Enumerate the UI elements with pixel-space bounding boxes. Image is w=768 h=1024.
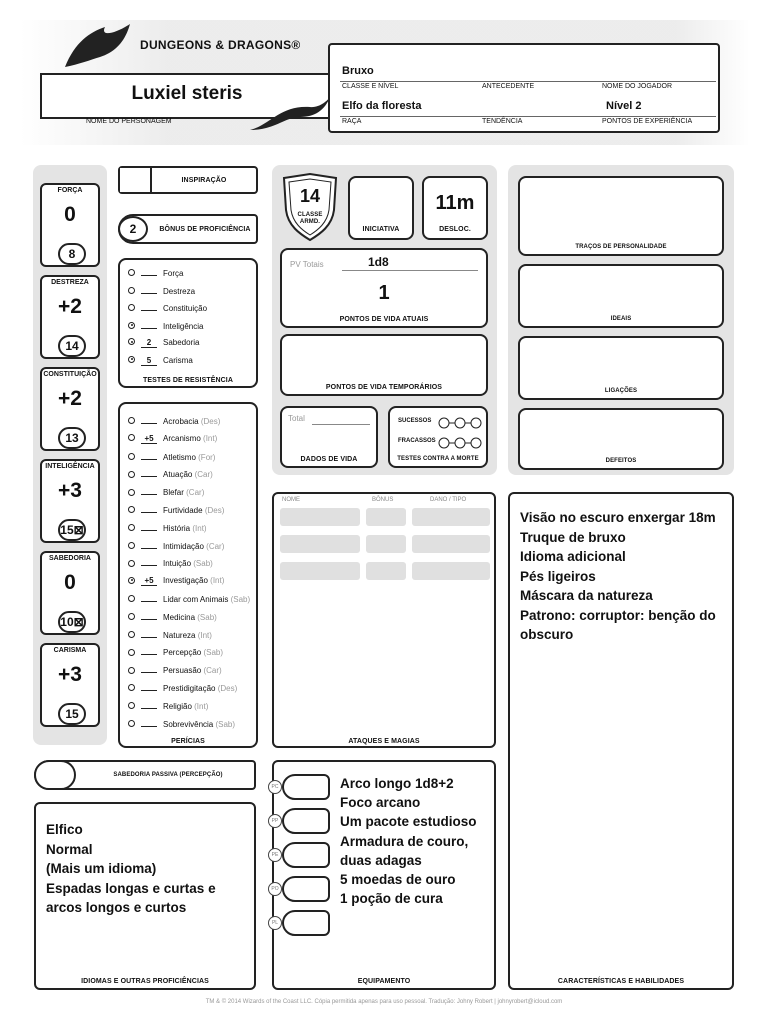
skill-row[interactable]	[128, 467, 213, 481]
skill-attribute: (Sab)	[203, 648, 224, 658]
ability-name: FORÇA	[57, 187, 83, 194]
alignment-label: TENDÊNCIA	[482, 118, 523, 125]
skill-name: Sobrevivência	[163, 719, 214, 729]
proficiency-checkbox[interactable]	[128, 322, 135, 329]
character-name[interactable]: Luxiel steris	[131, 83, 243, 104]
bonds-box[interactable]	[518, 336, 724, 400]
skill-value[interactable]	[141, 628, 157, 638]
personality-traits-box[interactable]	[518, 176, 724, 256]
save-value[interactable]: 5	[141, 356, 157, 366]
proficiency-checkbox[interactable]	[128, 338, 135, 345]
skill-attribute: (Int)	[197, 630, 212, 640]
skill-name: História	[163, 523, 191, 533]
proficiency-checkbox[interactable]	[128, 649, 135, 656]
features-box[interactable]	[508, 492, 734, 990]
save-name: Sabedoria	[163, 338, 200, 347]
ability-box	[40, 551, 100, 635]
skill-row[interactable]	[128, 450, 215, 464]
skills-box	[118, 402, 258, 748]
proficiency-value[interactable]: 2	[118, 216, 148, 242]
save-name: Força	[163, 269, 184, 278]
ability-name: CARISMA	[53, 647, 87, 654]
save-value[interactable]	[141, 266, 157, 276]
skill-row[interactable]	[128, 717, 235, 731]
race-value[interactable]: Elfo da floresta	[342, 100, 422, 112]
skill-name: Atuação	[163, 470, 193, 480]
proficiency-checkbox[interactable]	[128, 720, 135, 727]
save-row[interactable]	[128, 319, 203, 333]
armor-class-value[interactable]: 14	[299, 186, 321, 206]
save-value[interactable]: 2	[141, 338, 157, 348]
bonds-label: LIGAÇÕES	[604, 388, 638, 394]
hit-dice-label: DADOS DE VIDA	[300, 456, 358, 463]
save-value[interactable]	[141, 284, 157, 294]
initiative-label: INICIATIVA	[362, 226, 400, 233]
ability-score[interactable]: 8	[58, 243, 86, 265]
skill-row[interactable]	[128, 432, 217, 446]
skill-value[interactable]	[141, 556, 157, 566]
shield-icon	[280, 172, 340, 242]
attacks-col-bonus: BÔNUS	[372, 497, 394, 503]
proficiency-checkbox[interactable]	[128, 304, 135, 311]
skill-attribute: (Int)	[203, 433, 218, 443]
skill-value[interactable]	[141, 681, 157, 691]
death-saves-failures-label: FRACASSOS	[398, 438, 436, 444]
experience-label: PONTOS DE EXPERIÊNCIA	[602, 118, 693, 125]
ability-modifier[interactable]: +3	[58, 479, 82, 502]
save-row[interactable]	[128, 354, 193, 368]
skill-row[interactable]	[128, 485, 204, 499]
features-text[interactable]	[520, 508, 730, 645]
skill-attribute: (Int)	[192, 523, 207, 533]
skill-name: Intimidação	[163, 541, 204, 551]
skills-label: PERÍCIAS	[171, 738, 205, 745]
skill-value[interactable]	[141, 521, 157, 531]
skill-value[interactable]	[141, 645, 157, 655]
skill-name: Prestidigitação	[163, 684, 216, 693]
skill-row[interactable]	[128, 574, 224, 588]
hit-dice-total-label: Total	[288, 414, 305, 423]
skill-attribute: (Sab)	[197, 612, 217, 622]
ability-score[interactable]: 15	[58, 703, 86, 725]
skill-name: Persuasão	[163, 666, 202, 676]
player-name-label: NOME DO JOGADOR	[602, 83, 673, 90]
hp-current-value[interactable]: 1	[378, 282, 390, 304]
skill-name: Atletismo	[163, 452, 196, 462]
proficiency-checkbox[interactable]	[128, 489, 135, 496]
languages-text[interactable]	[46, 820, 246, 918]
skill-name: Lidar com Animais	[163, 595, 229, 604]
attack-damage-cell[interactable]	[412, 562, 490, 580]
save-row[interactable]	[128, 336, 199, 350]
ability-modifier[interactable]: +2	[58, 387, 82, 410]
text-line: Pés ligeiros	[520, 568, 596, 584]
skill-attribute: (Car)	[186, 488, 205, 498]
coin-field[interactable]	[282, 808, 330, 834]
armor-class-label-1: CLASSE	[297, 212, 323, 218]
skill-name: Arcanismo	[163, 433, 201, 443]
coin-label: PP	[268, 814, 282, 828]
proficiency-checkbox[interactable]	[128, 471, 135, 478]
text-line: duas adagas	[340, 852, 422, 868]
equipment-label: EQUIPAMENTO	[357, 978, 411, 985]
skill-attribute: (Sab)	[193, 559, 213, 569]
save-name: Carisma	[163, 355, 193, 365]
skill-name: Acrobacia	[163, 417, 199, 426]
coin-label: PC	[268, 780, 282, 794]
text-line: (Mais um idioma)	[46, 861, 157, 876]
skill-row[interactable]	[128, 556, 213, 570]
flaws-box[interactable]	[518, 408, 724, 470]
death-saves-box	[388, 406, 488, 468]
text-line: Armadura de couro,	[340, 833, 469, 849]
ideals-box[interactable]	[518, 264, 724, 328]
text-line: Elfico	[46, 822, 83, 837]
skill-row[interactable]	[128, 592, 250, 606]
text-line: Visão no escuro enxergar 18m	[520, 510, 716, 525]
skill-value[interactable]	[141, 699, 157, 709]
equipment-box	[272, 760, 496, 990]
skill-row[interactable]	[128, 681, 237, 695]
coin-field[interactable]	[282, 842, 330, 868]
armor-class-label-2: ARMD.	[299, 219, 321, 225]
attacks-col-damage: DANO / TIPO	[430, 497, 467, 503]
speed-box[interactable]	[422, 176, 488, 240]
text-line: arcos longos e curtos	[46, 900, 187, 915]
experience-value[interactable]: Nível 2	[606, 100, 642, 112]
attack-bonus-cell[interactable]	[366, 535, 406, 553]
coin-label: PL	[268, 916, 282, 930]
ability-score[interactable]: 14	[58, 335, 86, 357]
death-saves-failures[interactable]	[438, 436, 482, 454]
proficiency-checkbox[interactable]	[128, 417, 135, 424]
ability-modifier[interactable]: +3	[58, 663, 82, 686]
proficiency-checkbox[interactable]	[128, 434, 135, 441]
hp-current-box[interactable]	[280, 248, 488, 328]
armor-class-shield[interactable]	[280, 172, 340, 242]
proficiency-checkbox[interactable]	[128, 506, 135, 513]
skill-value[interactable]	[141, 467, 157, 477]
text-line: 5 moedas de ouro	[340, 872, 456, 888]
proficiency-checkbox[interactable]	[128, 667, 135, 674]
text-line: Foco arcano	[340, 795, 421, 811]
skill-name: Intuição	[163, 559, 192, 569]
languages-box[interactable]	[34, 802, 256, 990]
proficiency-checkbox[interactable]	[128, 631, 135, 638]
save-name: Constituição	[163, 304, 208, 313]
skill-attribute: (Sab)	[215, 719, 236, 729]
attack-name-cell[interactable]	[280, 508, 360, 526]
skill-name: Investigação	[163, 576, 208, 586]
coin-label: PE	[268, 848, 282, 862]
ability-name: CONSTITUIÇÃO	[43, 371, 97, 378]
text-line: Patrono: corruptor: benção do	[520, 607, 716, 623]
attack-damage-cell[interactable]	[412, 508, 490, 526]
skill-value[interactable]	[141, 717, 157, 727]
logo-text: DUNGEONS & DRAGONS®	[140, 38, 301, 52]
ability-score[interactable]: 15⊠	[58, 519, 86, 541]
dragon-logo-icon	[60, 22, 140, 72]
skill-name: Percepção	[163, 648, 202, 658]
attacks-col-name: NOME	[282, 497, 300, 503]
skill-row[interactable]	[128, 645, 223, 659]
skill-row[interactable]	[128, 539, 224, 553]
skill-value[interactable]	[141, 503, 157, 513]
ability-box	[40, 275, 100, 359]
race-label: RAÇA	[342, 118, 362, 125]
languages-label: IDIOMAS E OUTRAS PROFICIÊNCIAS	[81, 978, 209, 985]
skill-value[interactable]	[141, 592, 157, 602]
skill-row[interactable]	[128, 503, 224, 517]
skill-attribute: (Car)	[194, 470, 213, 480]
skill-name: Natureza	[163, 630, 196, 640]
attacks-label: ATAQUES E MAGIAS	[348, 738, 420, 745]
hp-max-value[interactable]: 1d8	[368, 255, 389, 269]
footer-copyright: TM & © 2014 Wizards of the Coast LLC. Cópia permitida apenas para uso pessoal. Tradução: Johny Robert | johnyrobert@icloud.com	[205, 999, 563, 1005]
skill-attribute: (Des)	[217, 684, 238, 693]
skill-value[interactable]	[141, 485, 157, 495]
text-line: Máscara da natureza	[520, 588, 653, 603]
speed-value[interactable]: 11m	[435, 192, 475, 214]
skill-attribute: (Des)	[204, 506, 225, 515]
skill-row[interactable]	[128, 628, 212, 642]
proficiency-box	[118, 214, 258, 244]
passive-perception-box	[34, 760, 256, 790]
skill-name: Blefar	[163, 488, 184, 498]
ability-name: DESTREZA	[51, 279, 89, 286]
ability-box	[40, 367, 100, 451]
ability-box	[40, 643, 100, 727]
skill-value[interactable]	[141, 663, 157, 673]
text-line: obscuro	[520, 627, 574, 642]
text-line: Truque de bruxo	[520, 529, 626, 545]
skill-row[interactable]	[128, 663, 222, 677]
hp-max-label: PV Totais	[290, 260, 324, 269]
attack-bonus-cell[interactable]	[366, 562, 406, 580]
proficiency-checkbox[interactable]	[128, 560, 135, 567]
skill-attribute: (Int)	[194, 701, 209, 711]
save-value[interactable]	[141, 301, 157, 311]
text-line: Um pacote estudioso	[340, 814, 477, 830]
proficiency-checkbox[interactable]	[128, 453, 135, 460]
attack-name-cell[interactable]	[280, 562, 360, 580]
save-row[interactable]	[128, 266, 183, 280]
skill-value[interactable]: +5	[141, 434, 157, 444]
ability-box	[40, 459, 100, 543]
proficiency-label: BÔNUS DE PROFICIÊNCIA	[159, 226, 251, 233]
skill-row[interactable]	[128, 610, 217, 624]
proficiency-checkbox[interactable]	[128, 356, 135, 363]
ability-score[interactable]: 13	[58, 427, 86, 449]
ability-box	[40, 183, 100, 267]
speed-label: DESLOC.	[439, 226, 471, 233]
attacks-box	[272, 492, 496, 748]
ability-name: SABEDORIA	[48, 555, 91, 562]
proficiency-checkbox[interactable]	[128, 524, 135, 531]
hp-current-label: PONTOS DE VIDA ATUAIS	[339, 316, 429, 323]
text-line: Normal	[46, 841, 93, 857]
proficiency-checkbox[interactable]	[128, 595, 135, 602]
skill-value[interactable]	[141, 610, 157, 620]
proficiency-checkbox[interactable]	[128, 269, 135, 276]
skill-row[interactable]	[128, 699, 208, 713]
proficiency-checkbox[interactable]	[128, 542, 135, 549]
flaws-label: DEFEITOS	[605, 458, 637, 464]
passive-perception-value[interactable]	[34, 760, 76, 790]
dragon-tail-icon	[250, 95, 330, 135]
features-label: CARACTERÍSTICAS E HABILIDADES	[557, 978, 685, 985]
text-line: Espadas longas e curtas e	[46, 880, 216, 896]
ability-modifier[interactable]: 0	[64, 203, 76, 226]
coin-field[interactable]	[282, 774, 330, 800]
skill-name: Religião	[163, 701, 192, 711]
save-name: Destreza	[163, 286, 196, 296]
proficiency-checkbox[interactable]	[128, 702, 135, 709]
initiative-box[interactable]	[348, 176, 414, 240]
hp-temp-label: PONTOS DE VIDA TEMPORÁRIOS	[325, 384, 443, 391]
personality-traits-label: TRAÇOS DE PERSONALIDADE	[575, 244, 667, 250]
text-line: Idioma adicional	[520, 549, 626, 564]
death-saves-label: TESTES CONTRA A MORTE	[397, 456, 479, 462]
hp-temp-box[interactable]	[280, 334, 488, 396]
text-line: Arco longo 1d8+2	[340, 776, 454, 791]
inspiration-label: INSPIRAÇÃO	[181, 177, 227, 184]
save-value[interactable]	[141, 319, 157, 329]
coin-field[interactable]	[282, 876, 330, 902]
skill-attribute: (Int)	[210, 576, 225, 586]
skill-attribute: (Des)	[200, 417, 221, 426]
character-info-box	[328, 43, 720, 133]
death-saves-successes[interactable]	[438, 416, 482, 434]
ability-modifier[interactable]: 0	[64, 571, 76, 594]
death-saves-successes-label: SUCESSOS	[398, 418, 432, 424]
attack-bonus-cell[interactable]	[366, 508, 406, 526]
skill-attribute: (Car)	[206, 541, 225, 551]
ability-score[interactable]: 10⊠	[58, 611, 86, 633]
passive-perception-label: SABEDORIA PASSIVA (PERCEPÇÃO)	[113, 772, 223, 778]
proficiency-checkbox[interactable]	[128, 684, 135, 691]
ability-name: INTELIGÊNCIA	[45, 463, 95, 470]
skill-value[interactable]	[141, 414, 157, 424]
text-line: 1 poção de cura	[340, 891, 443, 907]
character-name-label: NOME DO PERSONAGEM	[86, 118, 172, 125]
equipment-text[interactable]	[340, 774, 494, 908]
skill-attribute: (For)	[198, 452, 216, 462]
saving-throws-label: TESTES DE RESISTÊNCIA	[142, 377, 233, 384]
inspiration-box[interactable]	[118, 166, 258, 194]
coin-label: PO	[268, 882, 282, 896]
skill-value[interactable]	[141, 539, 157, 549]
saving-throws-box	[118, 258, 258, 388]
save-name: Inteligência	[163, 321, 204, 331]
proficiency-checkbox[interactable]	[128, 577, 135, 584]
attack-name-cell[interactable]	[280, 535, 360, 553]
skill-attribute: (Car)	[203, 666, 222, 676]
skill-row[interactable]	[128, 521, 207, 535]
ideals-label: IDEAIS	[610, 316, 632, 322]
skill-attribute: (Sab)	[230, 595, 251, 604]
skill-name: Medicina	[163, 612, 196, 622]
class-level-value[interactable]: Bruxo	[342, 65, 374, 77]
skill-value[interactable]: +5	[141, 576, 157, 586]
background-label: ANTECEDENTE	[482, 83, 535, 90]
save-row[interactable]	[128, 284, 195, 298]
save-row[interactable]	[128, 301, 207, 315]
proficiency-checkbox[interactable]	[128, 287, 135, 294]
hit-dice-box[interactable]	[280, 406, 378, 468]
skill-value[interactable]	[141, 450, 157, 460]
skill-name: Furtividade	[163, 506, 203, 515]
class-level-label: CLASSE E NÍVEL	[342, 83, 399, 90]
attack-damage-cell[interactable]	[412, 535, 490, 553]
skill-row[interactable]	[128, 414, 220, 428]
ability-modifier[interactable]: +2	[58, 295, 82, 318]
coin-field[interactable]	[282, 910, 330, 936]
proficiency-checkbox[interactable]	[128, 613, 135, 620]
